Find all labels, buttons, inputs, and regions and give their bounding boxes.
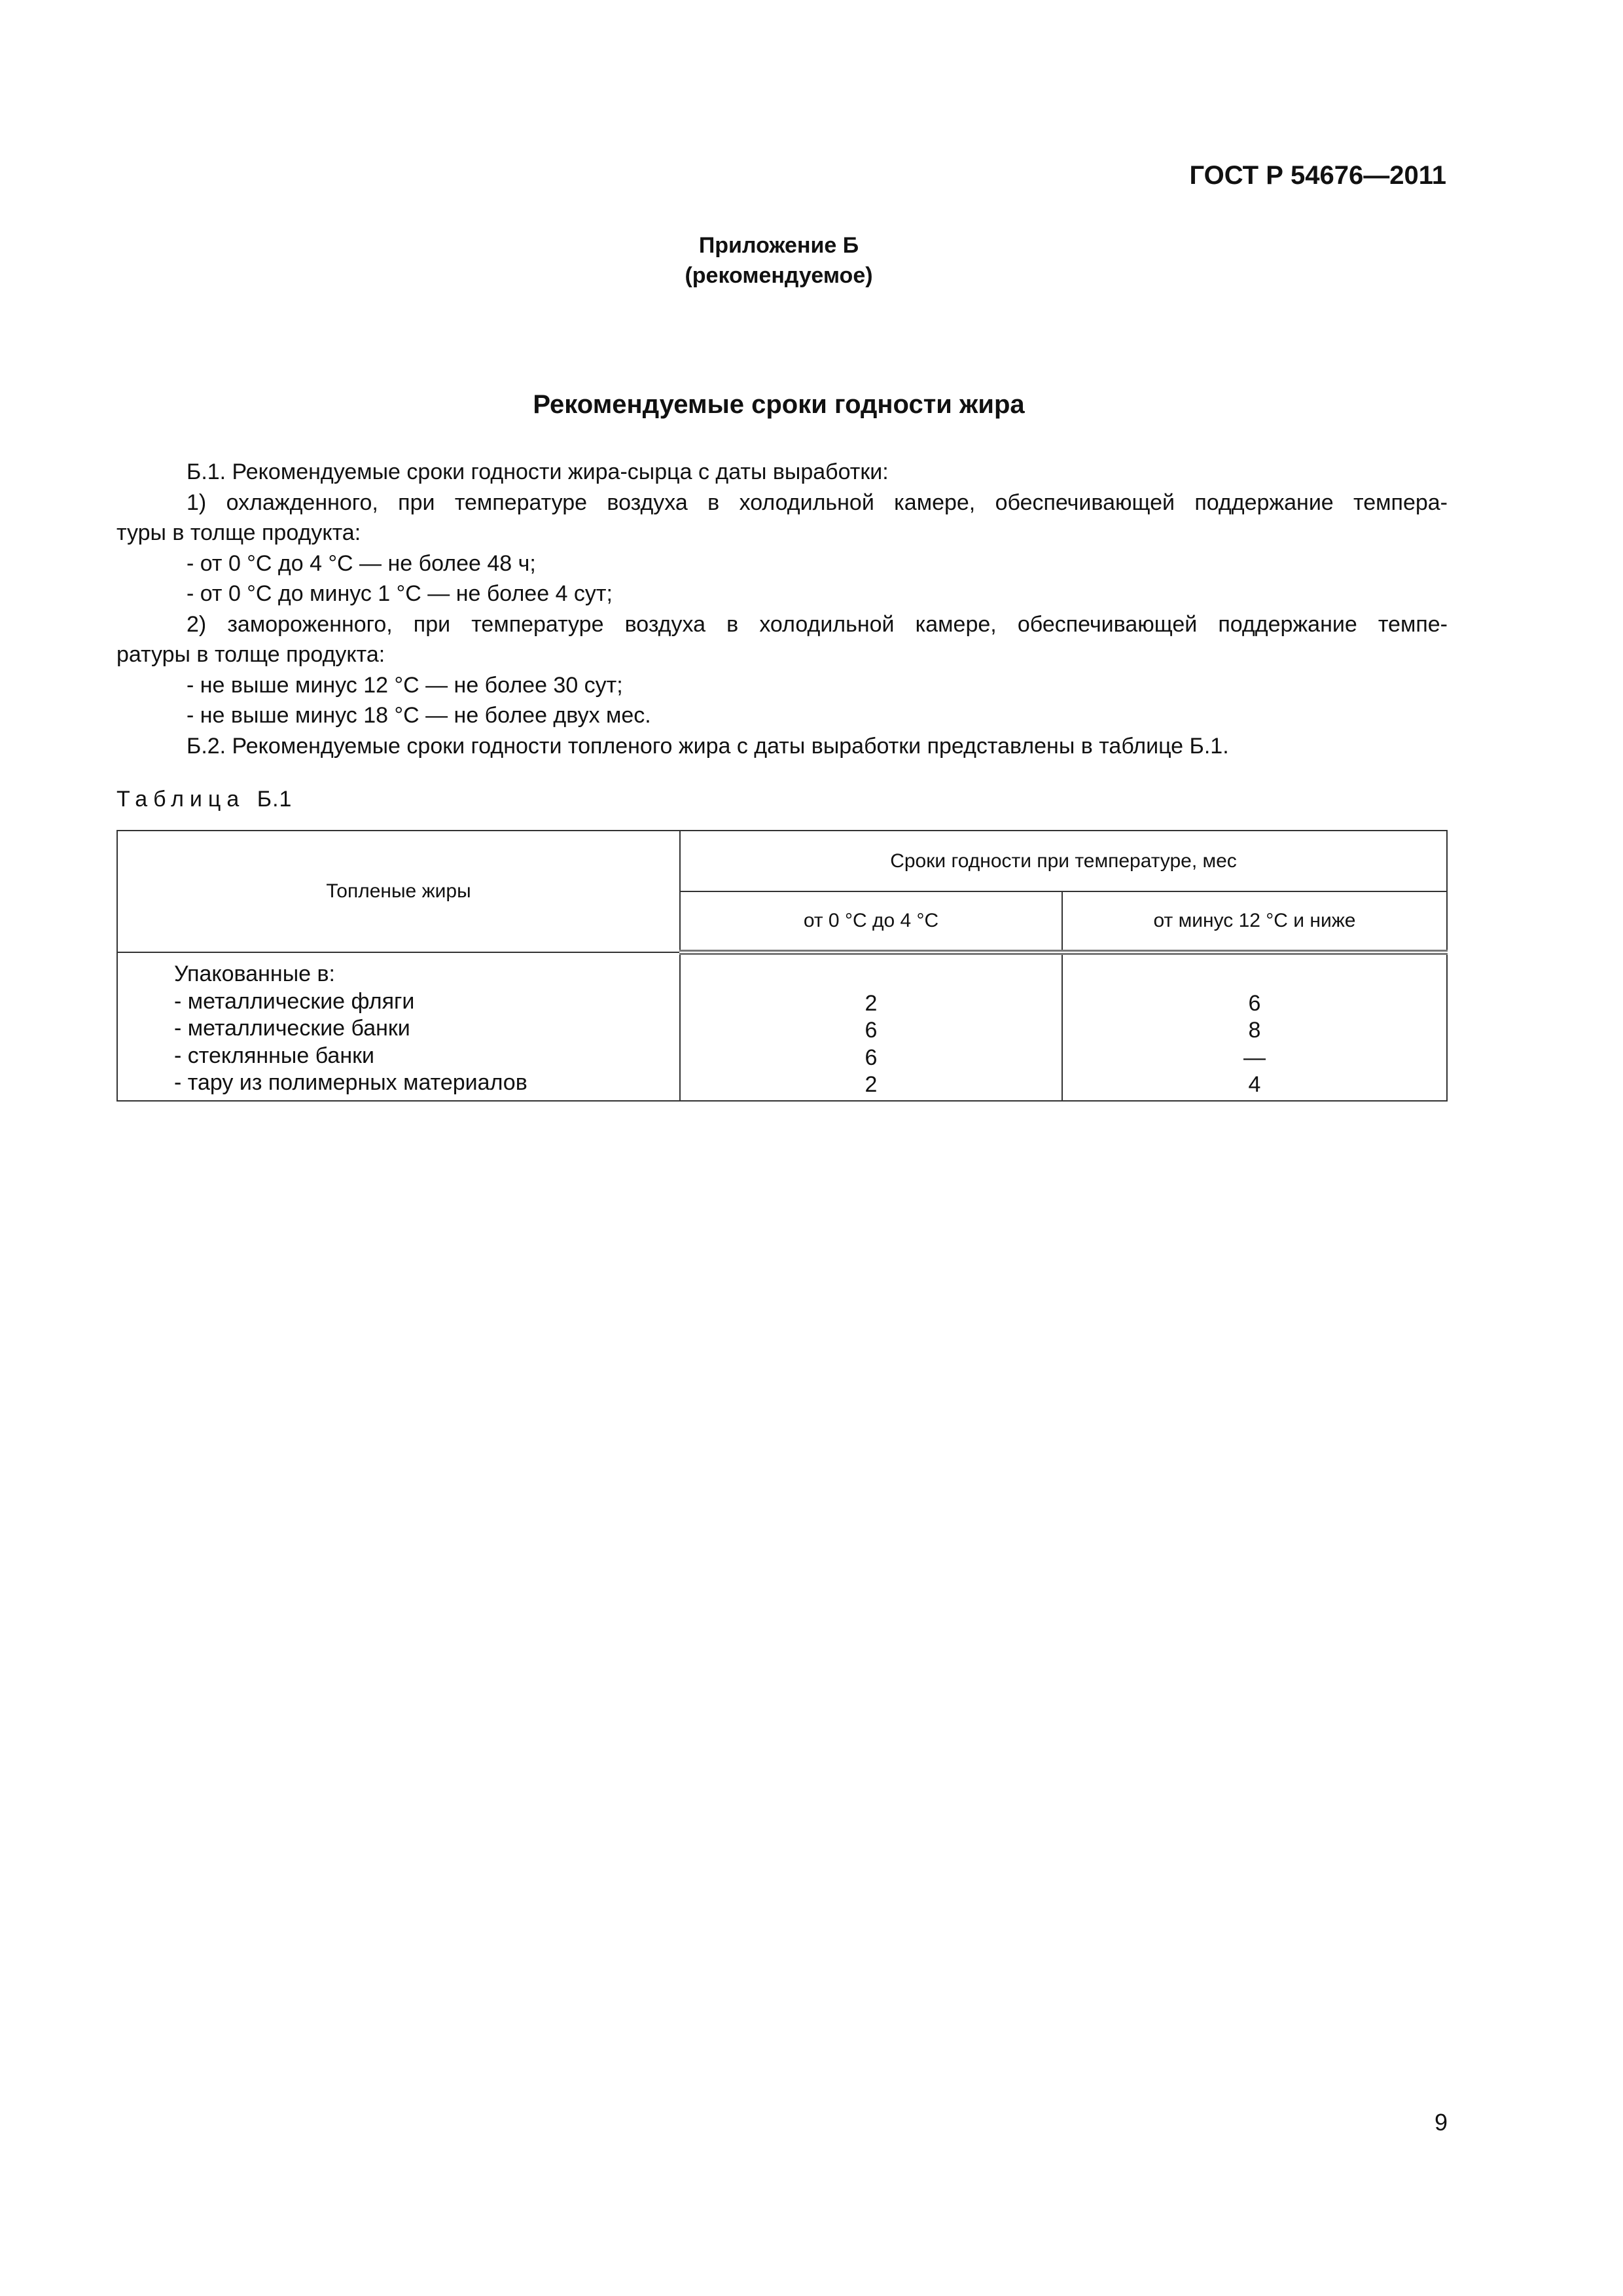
- table-caption-word: Таблица: [116, 787, 245, 812]
- table-row-name: - металлические фляги: [174, 988, 415, 1014]
- table-row-name: - тару из полимерных материалов: [174, 1070, 527, 1095]
- table-header-terms: Сроки годности при температуре, мес: [680, 831, 1447, 891]
- table-caption: [116, 787, 292, 812]
- table-value: 8: [1248, 1018, 1261, 1043]
- table-value: 2: [865, 990, 878, 1016]
- paragraph-b1: Б.1. Рекомендуемые сроки годности жира-сырца с даты выработки:: [187, 459, 889, 484]
- list-item: - не выше минус 18 °С — не более двух мес.: [187, 703, 651, 728]
- shelf-life-table: [116, 830, 1448, 1102]
- paragraph-chilled: 1) охлажденного, при температуре воздуха в холодильной камере, обеспечивающей поддержание темпера-: [187, 490, 1448, 515]
- body-text: [116, 457, 1448, 761]
- paragraph-b2: Б.2. Рекомендуемые сроки годности топленого жира с даты выработки представлены в таблице Б.1.: [187, 733, 1229, 759]
- table-value: 6: [865, 1018, 878, 1043]
- table-cell-values-minus12: [1062, 952, 1447, 1101]
- document-code: ГОСТ Р 54676—2011: [1189, 161, 1446, 190]
- page-number: 9: [1434, 2109, 1448, 2136]
- table-header-temp-minus12: от минус 12 °С и ниже: [1062, 891, 1447, 952]
- table-cell-values-0-4: [680, 952, 1062, 1101]
- table-cell-names: [117, 952, 680, 1101]
- paragraph-frozen: 2) замороженного, при температуре воздуха в холодильной камере, обеспечивающей поддержание темпе-: [187, 611, 1448, 637]
- appendix-subtitle: (рекомендуемое): [685, 263, 873, 288]
- list-item: - не выше минус 12 °С — не более 30 сут;: [187, 672, 623, 698]
- table-value: 6: [1248, 990, 1261, 1016]
- table-header-temp-0-4: от 0 °С до 4 °С: [680, 891, 1062, 952]
- list-item: - от 0 °С до 4 °С — не более 48 ч;: [187, 550, 536, 576]
- appendix-title: Приложение Б: [698, 233, 859, 258]
- table-caption-number: Б.1: [257, 787, 293, 812]
- table-header-fats: Топленые жиры: [117, 831, 680, 952]
- list-item: - от 0 °С до минус 1 °С — не более 4 сут;: [187, 581, 613, 606]
- section-title: Рекомендуемые сроки годности жира: [533, 390, 1025, 419]
- table-row-name: - стеклянные банки: [174, 1043, 374, 1068]
- table-row-name: - металлические банки: [174, 1016, 410, 1041]
- table-group-label: Упакованные в:: [174, 961, 336, 986]
- paragraph-frozen-cont: ратуры в толще продукта:: [116, 642, 385, 667]
- table-value: 2: [865, 1072, 878, 1097]
- paragraph-chilled-cont: туры в толще продукта:: [116, 520, 361, 545]
- table-value: —: [1243, 1045, 1266, 1070]
- table-value: 4: [1248, 1072, 1261, 1097]
- table-value: 6: [865, 1045, 878, 1070]
